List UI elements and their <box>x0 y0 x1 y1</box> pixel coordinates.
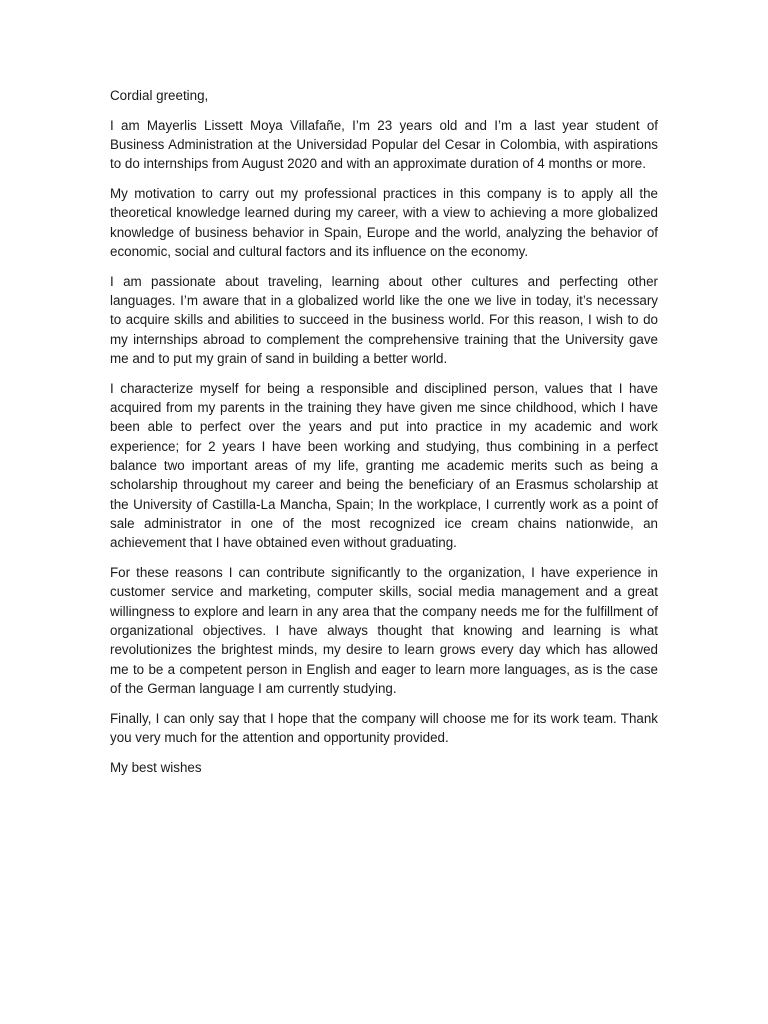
cover-letter <box>110 86 658 788</box>
letter-paragraph-character: I characterize myself for being a responsible and disciplined person, values that I have acquired from my parents in the training they have given me since childhood, which I have been able to perfect over the years and put into practice in my academic and work experience; for 2 years I have been working and studying, thus combining in a perfect balance two important areas of my life, granting me academic merits such as being a scholarship throughout my career and being the beneficiary of an Erasmus scholarship at the University of Castilla-La Mancha, Spain; In the workplace, I currently work as a point of sale administrator in one of the most recognized ice cream chains nationwide, an achievement that I have obtained even without graduating. <box>110 380 658 551</box>
letter-paragraph-finally: Finally, I can only say that I hope that the company will choose me for its work team. Thank you very much for the attention and opportunity provided. <box>110 710 658 745</box>
letter-paragraph-intro: I am Mayerlis Lissett Moya Villafañe, I’m 23 years old and I’m a last year student of Business Administration at the Universidad Popular del Cesar in Colombia, with aspirations to do internships from August 2020 and with an approximate duration of 4 months or more. <box>110 117 658 172</box>
letter-paragraph-passion: I am passionate about traveling, learning about other cultures and perfecting other languages. I’m aware that in a globalized world like the one we live in today, it’s necessary to acquire skills and abilities to succeed in the business world. For this reason, I wish to do my internships abroad to complement the comprehensive training that the University gave me and to put my grain of sand in building a better world. <box>110 273 658 367</box>
letter-paragraph-motivation: My motivation to carry out my professional practices in this company is to apply all the theoretical knowledge learned during my career, with a view to achieving a more globalized knowledge of business behavior in Spain, Europe and the world, analyzing the behavior of economic, social and cultural factors and its influence on the economy. <box>110 186 658 260</box>
letter-paragraph-contribution: For these reasons I can contribute significantly to the organization, I have experience in customer service and marketing, computer skills, social media management and a great willingness to explore and learn in any area that the company needs me for the fulfillment of organizational objectives. I have always thought that knowing and learning is what revolutionizes the brightest minds, my desire to learn grows every day which has allowed me to be a competent person in English and eager to learn more languages, as is the case of the German language I am currently studying. <box>110 565 658 696</box>
letter-greeting: Cordial greeting, <box>110 88 209 103</box>
letter-closing: My best wishes <box>110 759 202 775</box>
